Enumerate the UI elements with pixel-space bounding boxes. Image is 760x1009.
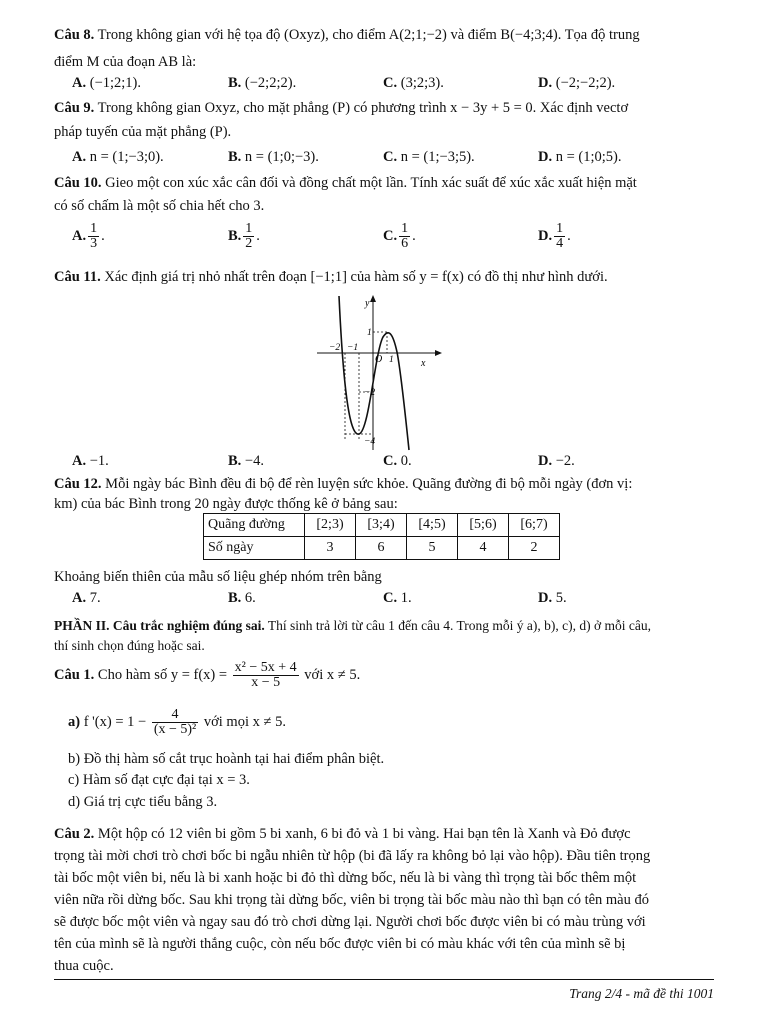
q12-text1: Mỗi ngày bác Bình đều đi bộ để rèn luyện sức khỏe. Quãng đường đi bộ mỗi ngày (đơn vị: <box>105 476 633 492</box>
q8-option-c: C. (3;2;3). <box>383 75 444 91</box>
tick-y-minus2: −2 <box>364 388 376 398</box>
q8-option-d: D. (−2;−2;2). <box>538 75 616 91</box>
table-header-distance: Quãng đường <box>204 514 305 537</box>
p2q2-line2: trọng tài mời chơi trò chơi bốc bi ngẫu nhiên từ hộp (bi đã lấy ra không bỏ lại vào hộp). Đầu tiên trọng <box>54 848 651 864</box>
q10-text1: Gieo một con xúc xắc cân đối và đồng chất một lần. Tính xác suất để xúc xắc xuất hiện mặt <box>105 175 637 191</box>
p2q2-line4: viên nữa rồi dừng bốc. Sau khi trọng tài dừng bốc, viên bi trọng tài bốc màu nào thì bạn có tên màu đó <box>54 892 649 908</box>
q9-label: Câu 9. <box>54 100 95 116</box>
q11-text1: Xác định giá trị nhỏ nhất trên đoạn [−1;1] của hàm số y = f(x) có đồ thị như hình dưới. <box>104 269 608 285</box>
part2-heading <box>54 617 651 635</box>
p2q2-line3: tài bốc một viên bi, nếu là bi xanh hoặc bi đỏ thì dừng bốc, nếu là bi vàng thì trọng tài bốc thêm một <box>54 870 637 886</box>
q8-text1: Trong không gian với hệ tọa độ (Oxyz), cho điểm A(2;1;−2) và điểm B(−4;3;4). Tọa độ trung <box>97 27 640 43</box>
function-curve <box>339 296 409 450</box>
q12-option-b: B. 6. <box>228 590 256 606</box>
q8-line1 <box>54 26 640 44</box>
p2q1-item-d: d) Giá trị cực tiểu bằng 3. <box>68 794 218 810</box>
q9-option-c: C. n = (1;−3;5). <box>383 149 475 165</box>
x-axis-label: x <box>421 358 426 369</box>
q11-label: Câu 11. <box>54 269 101 285</box>
p2q2-label: Câu 2. <box>54 826 95 842</box>
p2q1-intro: Cho hàm số y = f(x) = <box>97 667 228 683</box>
table-cell: [3;4) <box>356 514 407 537</box>
q11-option-a: A. −1. <box>72 453 109 469</box>
q11-option-d: D. −2. <box>538 453 575 469</box>
q12-option-c: C. 1. <box>383 590 412 606</box>
table-cell: 6 <box>356 537 407 560</box>
q12-frequency-table <box>203 513 560 560</box>
q11-line1 <box>54 268 608 286</box>
q9-text2: pháp tuyến của mặt phẳng (P). <box>54 124 232 140</box>
table-cell: [5;6) <box>458 514 509 537</box>
q10-text2: có số chấm là một số chia hết cho 3. <box>54 198 265 214</box>
table-cell: [2;3) <box>305 514 356 537</box>
part2-text2: thí sinh chọn đúng hoặc sai. <box>54 638 205 653</box>
q12-option-a: A. 7. <box>72 590 101 606</box>
x-axis-arrow <box>435 350 442 356</box>
tick-x-minus1: −1 <box>347 343 359 353</box>
table-cell: 4 <box>458 537 509 560</box>
table-cell: [4;5) <box>407 514 458 537</box>
p2q2-line6: tên của mình sẽ là người thắng cuộc, còn nếu bốc được viên bi có màu khác với tên của mình sẽ bị <box>54 936 626 952</box>
q8-label: Câu 8. <box>54 27 95 43</box>
table-row <box>204 537 560 560</box>
y-axis-arrow <box>370 295 376 302</box>
table-cell: 2 <box>509 537 560 560</box>
q12-option-d: D. 5. <box>538 590 567 606</box>
q10-option-b: B. $\frac{1}{2}$ . <box>228 221 260 251</box>
origin-label: O <box>375 354 383 365</box>
q11-function-graph <box>315 292 445 452</box>
footer-divider <box>54 979 714 980</box>
tick-x-minus2: −2 <box>329 343 341 353</box>
q12-text3: Khoảng biến thiên của mẫu số liệu ghép nhóm trên bằng <box>54 569 382 585</box>
p2q2-line7: thua cuộc. <box>54 958 114 974</box>
q8-text2: điểm M của đoạn AB là: <box>54 54 197 70</box>
p2q1-item-c: c) Hàm số đạt cực đại tại x = 3. <box>68 772 250 788</box>
p2q1-statement: Câu 1. Cho hàm số y = f(x) = $\frac{\text{x² − 5x + 4}}{x - 5}$ với x ≠ 5. <box>54 660 361 691</box>
q10-option-d: D. $\frac{1}{4}$ . <box>538 221 571 251</box>
table-cell: 5 <box>407 537 458 560</box>
q8-option-b: B. (−2;2;2). <box>228 75 297 91</box>
page-footer: Trang 2/4 - mã đề thi 1001 <box>569 986 714 1001</box>
q10-option-c: C. $\frac{1}{6}$ . <box>383 221 416 251</box>
q11-option-b: B. −4. <box>228 453 264 469</box>
q10-line1 <box>54 174 637 192</box>
tick-y-1: 1 <box>367 328 372 338</box>
q10-option-a: A. $\frac{1}{3}$ . <box>72 221 105 251</box>
q12-line1 <box>54 475 632 493</box>
p2q1-item-b: b) Đồ thị hàm số cắt trục hoành tại hai điểm phân biệt. <box>68 751 385 767</box>
table-cell: [6;7) <box>509 514 560 537</box>
table-row <box>204 514 560 537</box>
q9-option-a: A. n = (1;−3;0). <box>72 149 164 165</box>
q10-label: Câu 10. <box>54 175 102 191</box>
part2-text1: Thí sinh trả lời từ câu 1 đến câu 4. Trong mỗi ý a), b), c), d) ở mỗi câu, <box>267 618 651 633</box>
p2q1-item-a: a) f '(x) = 1 − $\frac{4}{\text{(x − 5)²}}$ với mọi x ≠ 5. <box>68 707 286 738</box>
q9-text1: Trong không gian Oxyz, cho mặt phẳng (P) có phương trình x − 3y + 5 = 0. Xác định vectơ <box>97 100 629 116</box>
tick-y-minus4: −4 <box>364 437 376 447</box>
q8-option-a: A. (−1;2;1). <box>72 75 142 91</box>
tick-x-1: 1 <box>389 355 394 365</box>
p2q2-line1: Câu 2. Một hộp có 12 viên bi gồm 5 bi xanh, 6 bi đỏ và 1 bi vàng. Hai bạn tên là Xanh và Đỏ được <box>54 826 631 842</box>
part2-title: PHẦN II. Câu trắc nghiệm đúng sai. <box>54 618 265 633</box>
table-header-days: Số ngày <box>204 537 305 560</box>
p2q1-cond: với x ≠ 5. <box>304 667 361 683</box>
q9-option-d: D. n = (1;0;5). <box>538 149 622 165</box>
p2q2-line5: sẽ được bốc một viên và ngay sau đó trò chơi dừng lại. Người chơi bốc được viên bi có màu trùng với <box>54 914 646 930</box>
q9-line1 <box>54 99 628 117</box>
q12-label: Câu 12. <box>54 476 102 492</box>
q12-text2: km) của bác Bình trong 20 ngày được thống kê ở bảng sau: <box>54 496 398 512</box>
p2q1-label: Câu 1. <box>54 667 95 683</box>
table-cell: 3 <box>305 537 356 560</box>
y-axis-label: y <box>365 298 370 309</box>
q9-option-b: B. n = (1;0;−3). <box>228 149 319 165</box>
q11-option-c: C. 0. <box>383 453 412 469</box>
